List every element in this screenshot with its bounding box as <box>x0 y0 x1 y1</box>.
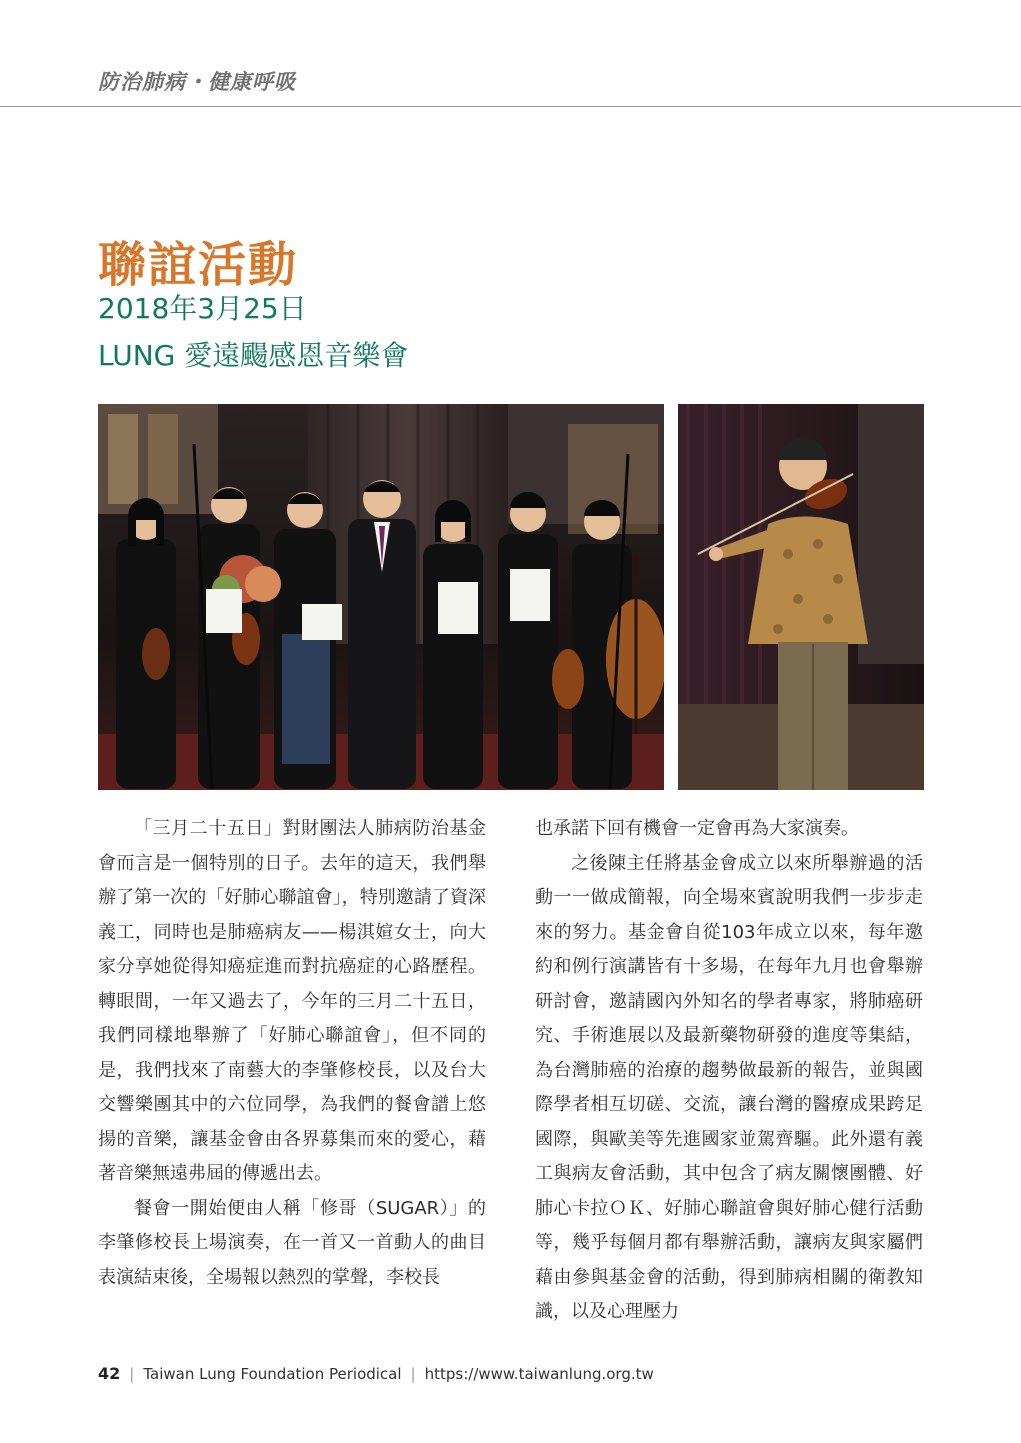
group-photo <box>98 404 664 790</box>
website-url[interactable]: https://www.taiwanlung.org.tw <box>424 1365 654 1383</box>
body-paragraph: 「三月二十五日」對財團法人肺病防治基金會而言是一個特別的日子。去年的這天，我們舉辦了第一次的「好肺心聯誼會」，特別邀請了資深義工，同時也是肺癌病友——楊淇媗女士，向大家分享她從得知癌症進而對抗癌症的心路歷程。轉眼間，一年又過去了，今年的三月二十五日，我們同樣地舉辦了「好肺心聯誼會」，但不同的是，我們找來了南藝大的李肇修校長，以及台大交響樂團其中的六位同學，為我們的餐會譜上悠揚的音樂，讓基金會由各界募集而來的愛心，藉著音樂無遠弗屆的傳遞出去。 <box>98 818 486 1184</box>
violinist-photo <box>678 404 924 790</box>
page-number: 42 <box>98 1364 121 1383</box>
periodical-name: Taiwan Lung Foundation Periodical <box>143 1365 402 1383</box>
body-paragraph: 餐會一開始便由人稱「修哥（SUGAR）」的李肇修校長上場演奏，在一首又一首動人的曲目表演結束後，全場報以熱烈的掌聲，李校長 <box>98 1197 486 1288</box>
article-event-name: LUNG 愛遠颺感恩音樂會 <box>98 339 409 372</box>
body-paragraph: 之後陳主任將基金會成立以來所舉辦過的活動一一做成簡報，向全場來賓說明我們一步步走來的努力。基金會自從103年成立以來，每年邀約和例行演講皆有十多場，在每年九月也會舉辦研討會，邀請國內外知名的學者專家，將肺癌研究、手術進展以及最新藥物研發的進度等集結，為台灣肺癌的治療的趨勢做最新的報告，並與國際學者相互切磋、交流，讓台灣的醫療成果跨足國際，與歐美等先進國家並駕齊驅。此外還有義工與病友會活動，其中包含了病友關懷團體、好肺心卡拉ＯＫ、好肺心聯誼會與好肺心健行活動等，幾乎每個月都有舉辦活動，讓病友與家屬們藉由參與基金會的活動，得到肺病相關的衛教知識，以及心理壓力 <box>535 852 923 1322</box>
page-header <box>0 0 1021 107</box>
body-paragraph-continuation: 也承諾下回有機會一定會再為大家演奏。 <box>535 818 859 839</box>
article-column-right <box>535 812 923 1330</box>
violinist-photo-illustration <box>678 404 924 790</box>
section-label: 防治肺病・健康呼吸 <box>98 69 296 94</box>
page-footer <box>98 1364 654 1383</box>
group-photo-illustration <box>98 404 664 790</box>
article-date: 2018年3月25日 <box>98 292 307 325</box>
article-column-left <box>98 812 486 1295</box>
footer-separator: | <box>410 1365 416 1383</box>
article-title: 聯誼活動 <box>98 237 299 293</box>
footer-separator: | <box>129 1365 135 1383</box>
